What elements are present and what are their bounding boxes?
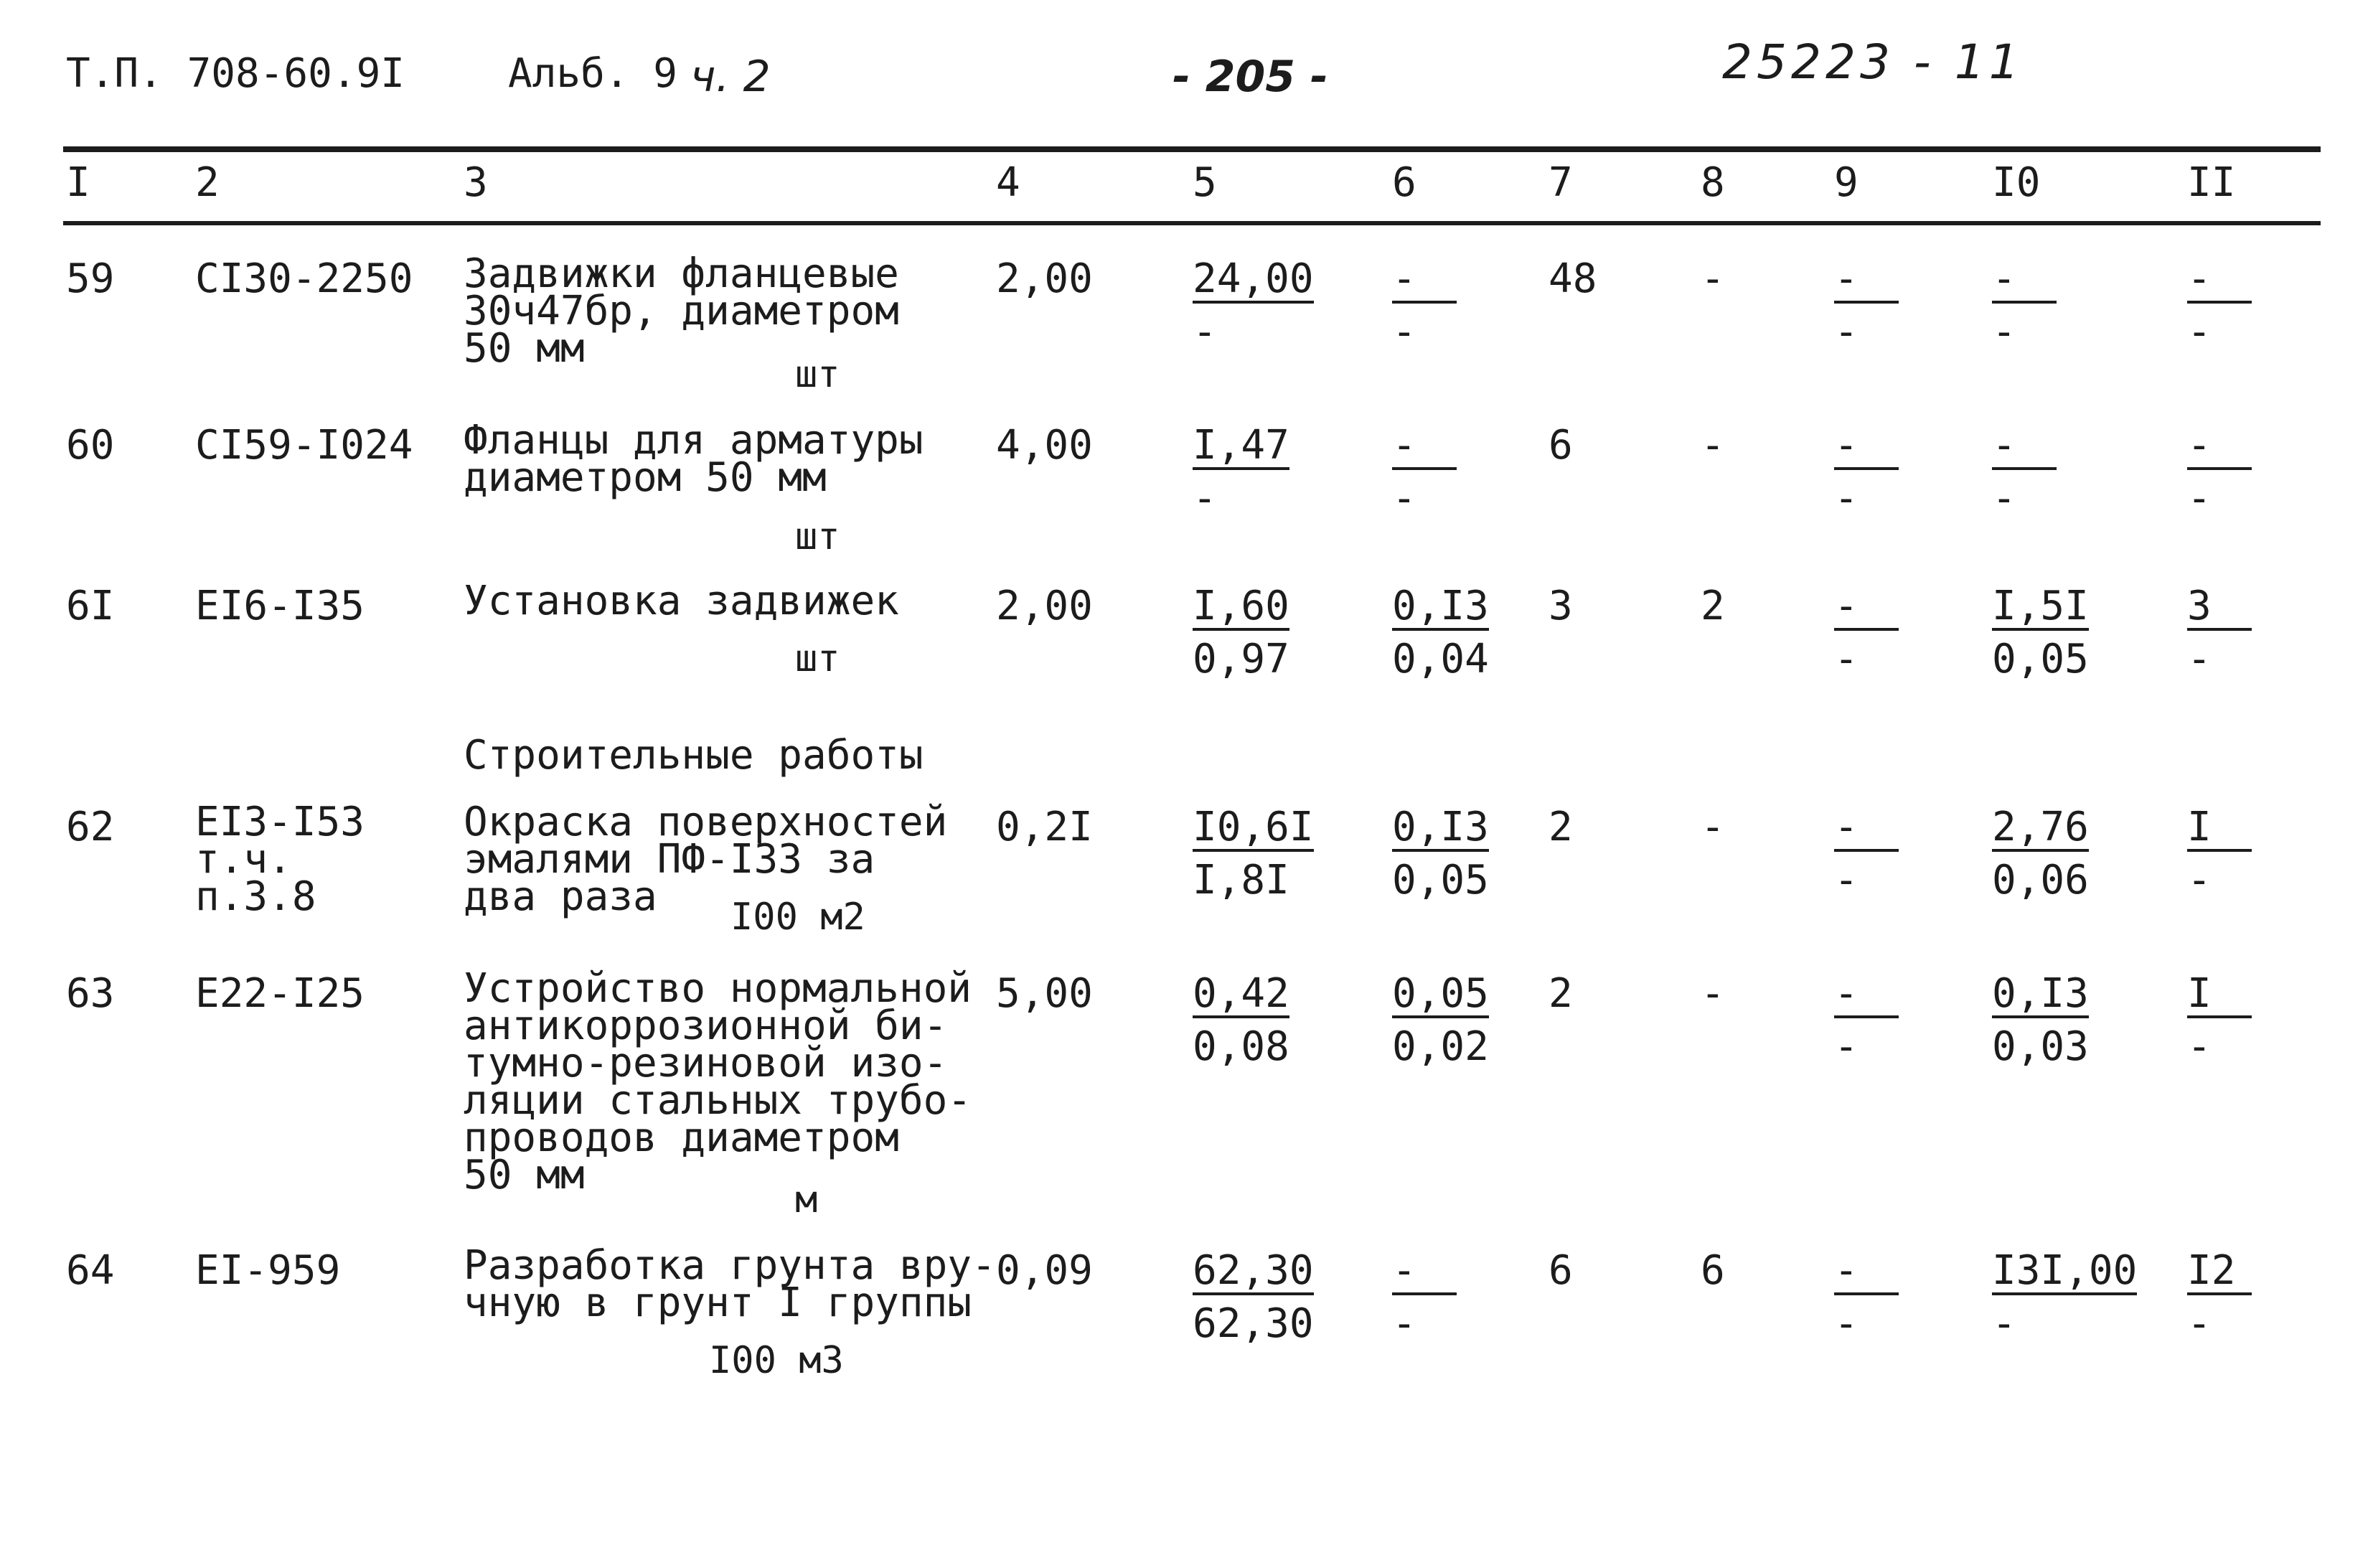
value-bottom: -	[1834, 636, 1859, 682]
cell-col-9	[1834, 422, 1956, 520]
value-top: I,5I	[1992, 583, 2089, 629]
value-bottom: -	[2187, 475, 2212, 522]
cell-col-5	[1193, 255, 1315, 354]
cell-col-9	[1834, 804, 1956, 902]
value-top: 0,I3	[1392, 583, 1489, 629]
cell-col-5	[1193, 970, 1315, 1069]
norm-code: EI-959	[195, 1247, 341, 1294]
value-top: -	[1834, 972, 1899, 1018]
row-number: 63	[66, 970, 115, 1017]
quantity: 2,00	[996, 583, 1093, 629]
value-top: I	[2187, 972, 2252, 1018]
work-description: Фланцы для арматуры диаметром 50 мм	[464, 417, 924, 501]
value-bottom: 62,30	[1193, 1300, 1314, 1347]
column-header-4: 4	[996, 159, 1020, 206]
cell-col-10	[1992, 422, 2114, 520]
cell-col-10	[1992, 970, 2114, 1069]
column-header-8: 8	[1701, 159, 1725, 206]
norm-code: E22-I25	[195, 970, 365, 1017]
row-number: 62	[66, 804, 115, 850]
cell-col-7: 2	[1549, 970, 1573, 1017]
column-header-7: 7	[1549, 159, 1573, 206]
column-header-11: II	[2187, 159, 2236, 206]
norm-code: CI30-2250	[195, 255, 413, 302]
value-bottom: -	[1834, 857, 1859, 903]
unit-of-measure: I00 м3	[709, 1339, 844, 1382]
cell-col-10	[1992, 1247, 2138, 1347]
value-bottom: 0,03	[1992, 1023, 2089, 1070]
cell-col-5	[1193, 422, 1315, 520]
column-header-2: 2	[195, 159, 220, 206]
work-description: Задвижки фланцевые 30ч47бр, диаметром 50 мм	[464, 250, 899, 372]
norm-code-line: п.3.8	[195, 873, 316, 920]
cell-col-9	[1834, 970, 1956, 1069]
value-top: -	[1834, 585, 1899, 631]
album-part-handwritten: ч. 2	[690, 52, 771, 102]
cell-col-11	[2187, 970, 2309, 1069]
value-bottom: -	[1193, 475, 1217, 522]
page-number: - 205 -	[1173, 52, 1328, 102]
value-bottom: -	[2187, 857, 2212, 903]
cell-col-8: 6	[1701, 1247, 1725, 1294]
value-top: 0,I3	[1392, 804, 1489, 850]
value-bottom: -	[1834, 309, 1859, 355]
value-bottom: 0,05	[1392, 857, 1489, 903]
cell-col-5	[1193, 804, 1315, 902]
cell-col-6	[1392, 970, 1514, 1069]
cell-col-11	[2187, 255, 2309, 354]
row-number: 60	[66, 422, 115, 469]
cell-col-6	[1392, 804, 1514, 902]
value-top: -	[2187, 258, 2252, 304]
column-header-3: 3	[464, 159, 488, 206]
value-top: -	[1392, 258, 1457, 304]
value-bottom: -	[1193, 309, 1217, 355]
value-bottom: I,8I	[1193, 857, 1289, 903]
quantity: 0,09	[996, 1247, 1093, 1294]
value-bottom: 0,97	[1193, 636, 1289, 682]
table-header-rule	[63, 221, 2321, 225]
value-bottom: -	[2187, 636, 2212, 682]
cell-col-6	[1392, 255, 1514, 354]
value-bottom: -	[1392, 475, 1416, 522]
value-bottom: 0,04	[1392, 636, 1489, 682]
cell-col-11	[2187, 1247, 2309, 1346]
value-top: 0,42	[1193, 970, 1289, 1017]
work-description: Устройство нормальной антикоррозионной би- тумно-резиновой изо- ляции стальных трубо- проводов диаметром 50 мм	[464, 965, 972, 1198]
value-top: I,60	[1193, 583, 1289, 629]
norm-code-line: т.ч.	[195, 836, 292, 883]
value-bottom: -	[1392, 1300, 1416, 1347]
value-bottom: 0,02	[1392, 1023, 1489, 1070]
value-top: -	[1834, 1249, 1899, 1295]
column-header-1: I	[66, 159, 90, 206]
value-top: 3	[2187, 585, 2252, 631]
cell-col-11	[2187, 422, 2309, 520]
value-bottom: -	[1834, 1023, 1859, 1070]
value-bottom: -	[1834, 475, 1859, 522]
value-top: -	[1834, 424, 1899, 470]
quantity: 0,2I	[996, 804, 1093, 850]
value-bottom: -	[2187, 309, 2212, 355]
norm-code: CI59-I024	[195, 422, 413, 469]
value-top: 24,00	[1193, 255, 1314, 302]
norm-code: EI6-I35	[195, 583, 365, 629]
value-top: I	[2187, 806, 2252, 852]
project-code: Т.П. 708-60.9I	[66, 50, 405, 97]
value-top: I,47	[1193, 422, 1289, 469]
value-top: -	[1392, 424, 1457, 470]
unit-of-measure: шт	[795, 637, 840, 680]
value-top: 2,76	[1992, 804, 2089, 850]
value-bottom: 0,05	[1992, 636, 2089, 682]
cell-col-9	[1834, 583, 1956, 681]
value-bottom: -	[1992, 309, 2016, 355]
column-header-5: 5	[1193, 159, 1217, 206]
column-header-10: I0	[1992, 159, 2041, 206]
cell-col-9	[1834, 1247, 1956, 1346]
cell-col-8: -	[1701, 255, 1725, 302]
value-top: 62,30	[1193, 1247, 1314, 1294]
document-number-handwritten: 25223 - 11	[1722, 34, 2024, 90]
row-number: 59	[66, 255, 115, 302]
unit-of-measure: шт	[795, 515, 840, 558]
cell-col-7: 6	[1549, 1247, 1573, 1294]
cell-col-10	[1992, 804, 2114, 902]
value-top: 0,I3	[1992, 970, 2089, 1017]
value-top: I3I,00	[1992, 1247, 2138, 1294]
value-bottom: 0,06	[1992, 857, 2089, 903]
work-description: Установка задвижек	[464, 578, 899, 624]
column-header-6: 6	[1392, 159, 1416, 206]
cell-col-6	[1392, 422, 1514, 520]
cell-col-7: 6	[1549, 422, 1573, 469]
value-top: -	[1834, 258, 1899, 304]
cell-col-7: 48	[1549, 255, 1597, 302]
value-top: I0,6I	[1193, 804, 1314, 850]
value-bottom: -	[1992, 475, 2016, 522]
work-description: Разработка грунта вру- чную в грунт I группы	[464, 1242, 996, 1326]
norm-code	[195, 799, 365, 920]
value-bottom: -	[1834, 1300, 1859, 1347]
value-top: -	[1392, 1249, 1457, 1295]
cell-col-8: 2	[1701, 583, 1725, 629]
cell-col-8: -	[1701, 422, 1725, 469]
work-description: Окраска поверхностей эмалями ПФ-I33 за два раза	[464, 799, 948, 920]
value-bottom: -	[1992, 1300, 2016, 1347]
cell-col-10	[1992, 583, 2114, 681]
album-label: Альб. 9	[508, 50, 678, 97]
value-top: -	[1992, 258, 2057, 304]
row-number: 64	[66, 1247, 115, 1294]
value-bottom: -	[2187, 1023, 2212, 1070]
cell-col-11	[2187, 583, 2309, 681]
value-bottom: 0,08	[1193, 1023, 1289, 1070]
cell-col-10	[1992, 255, 2114, 354]
cell-col-11	[2187, 804, 2309, 902]
table-top-rule	[63, 146, 2321, 152]
cell-col-6	[1392, 1247, 1514, 1346]
value-top: 0,05	[1392, 970, 1489, 1017]
cell-col-7: 2	[1549, 804, 1573, 850]
unit-of-measure: шт	[795, 353, 840, 396]
quantity: 5,00	[996, 970, 1093, 1017]
cell-col-5	[1193, 1247, 1315, 1346]
quantity: 4,00	[996, 422, 1093, 469]
section-title: Строительные работы	[464, 732, 924, 779]
value-bottom: -	[2187, 1300, 2212, 1347]
value-top: I2	[2187, 1249, 2252, 1295]
unit-of-measure: м	[795, 1178, 818, 1221]
cell-col-6	[1392, 583, 1514, 681]
norm-code-line: EI3-I53	[195, 799, 365, 845]
row-number: 6I	[66, 583, 115, 629]
value-top: -	[1834, 806, 1899, 852]
value-bottom: -	[1392, 309, 1416, 355]
column-header-9: 9	[1834, 159, 1859, 206]
cell-col-5	[1193, 583, 1315, 681]
cell-col-8: -	[1701, 970, 1725, 1017]
unit-of-measure: I00 м2	[730, 896, 865, 939]
value-top: -	[1992, 424, 2057, 470]
cell-col-7: 3	[1549, 583, 1573, 629]
cell-col-9	[1834, 255, 1956, 354]
quantity: 2,00	[996, 255, 1093, 302]
value-top: -	[2187, 424, 2252, 470]
cell-col-8: -	[1701, 804, 1725, 850]
